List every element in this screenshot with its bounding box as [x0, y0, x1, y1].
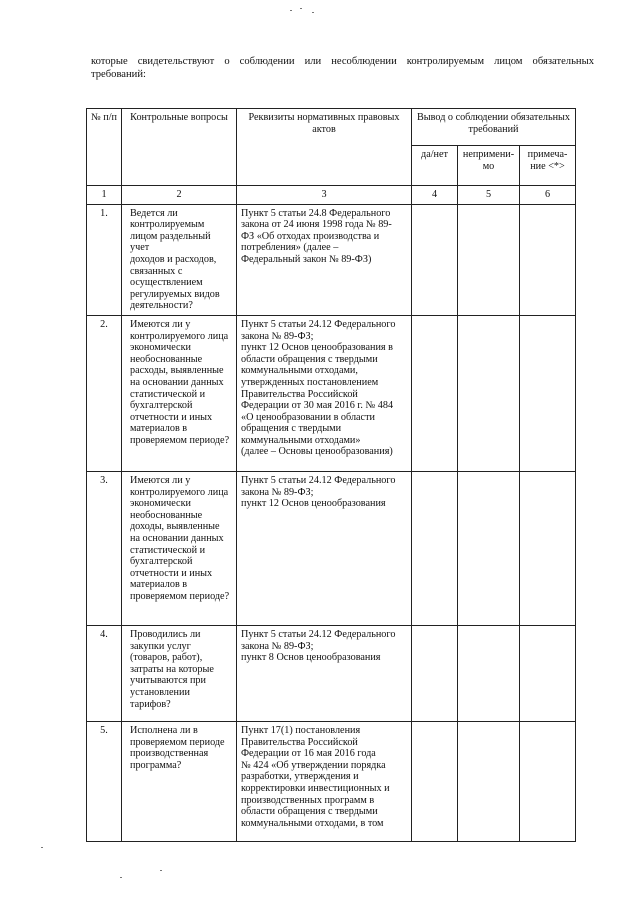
row-requisites: Пункт 5 статьи 24.12 Федерального закона № 89-ФЗ; пункт 8 Основ ценообразования: [237, 625, 412, 721]
row-number: 4.: [87, 625, 122, 721]
cell-note[interactable]: [520, 315, 576, 471]
table-row: [87, 625, 576, 721]
header-requisites: Реквизиты нормативных правовых актов: [237, 109, 412, 186]
cell-yes-no[interactable]: [412, 721, 458, 841]
cell-not-applicable[interactable]: [458, 471, 520, 625]
scan-speck: [300, 8, 302, 9]
cell-yes-no[interactable]: [412, 625, 458, 721]
scan-speck: [312, 12, 314, 13]
scan-speck: [41, 847, 43, 848]
table-row: [87, 204, 576, 315]
scan-speck: [120, 877, 122, 878]
row-number: 3.: [87, 471, 122, 625]
column-number: 3: [237, 186, 412, 205]
cell-yes-no[interactable]: [412, 204, 458, 315]
cell-not-applicable[interactable]: [458, 625, 520, 721]
column-number: 6: [520, 186, 576, 205]
header-question: Контрольные вопросы: [122, 109, 237, 186]
cell-not-applicable[interactable]: [458, 204, 520, 315]
header-not-applicable: непримени- мо: [458, 146, 520, 186]
row-question: Исполнена ли в проверяемом периоде производственная программа?: [122, 721, 237, 841]
checklist-table: [86, 108, 576, 842]
row-requisites: Пункт 5 статьи 24.8 Федерального закона от 24 июня 1998 года № 89- ФЗ «Об отходах производства и потребления» (далее – Федеральный закон № 89-ФЗ): [237, 204, 412, 315]
header-conclusion: Вывод о соблюдении обязательных требований: [412, 109, 576, 146]
column-number: 5: [458, 186, 520, 205]
cell-yes-no[interactable]: [412, 315, 458, 471]
cell-note[interactable]: [520, 721, 576, 841]
column-number: 4: [412, 186, 458, 205]
row-requisites: Пункт 5 статьи 24.12 Федерального закона № 89-ФЗ; пункт 12 Основ ценообразования: [237, 471, 412, 625]
scan-speck: [290, 10, 292, 11]
header-yes-no: да/нет: [412, 146, 458, 186]
intro-line-2: требований:: [91, 69, 146, 80]
table-row: [87, 471, 576, 625]
cell-note[interactable]: [520, 625, 576, 721]
column-number: 2: [122, 186, 237, 205]
column-number-row: [87, 186, 576, 205]
row-number: 1.: [87, 204, 122, 315]
row-requisites: Пункт 17(1) постановления Правительства Российской Федерации от 16 мая 2016 года № 424 «Об утверждении порядка разработки, утверждения и корректировки инвестиционных и производственных программ в области обращения с твердыми коммунальными отходами, в том: [237, 721, 412, 841]
header-note: примеча- ние <*>: [520, 146, 576, 186]
row-question: Имеются ли у контролируемого лица экономически необоснованные доходы, выявленные на основании данных статистической и бухгалтерской отчетности и иных материалов в проверяемом периоде?: [122, 471, 237, 625]
cell-not-applicable[interactable]: [458, 721, 520, 841]
row-question: Проводились ли закупки услуг (товаров, работ), затраты на которые учитываются при установлении тарифов?: [122, 625, 237, 721]
cell-yes-no[interactable]: [412, 471, 458, 625]
row-question: Ведется ли контролируемым лицом раздельный учет доходов и расходов, связанных с осуществлением регулируемых видов деятельности?: [122, 204, 237, 315]
row-number: 2.: [87, 315, 122, 471]
cell-not-applicable[interactable]: [458, 315, 520, 471]
row-number: 5.: [87, 721, 122, 841]
intro-paragraph: [91, 55, 594, 81]
table-row: [87, 315, 576, 471]
column-number: 1: [87, 186, 122, 205]
cell-note[interactable]: [520, 471, 576, 625]
header-num: № п/п: [87, 109, 122, 186]
scan-speck: [160, 870, 162, 871]
row-requisites: Пункт 5 статьи 24.12 Федерального закона № 89-ФЗ; пункт 12 Основ ценообразования в области обращения с твердыми коммунальными отходами, утвержденных постановлением Правительства Российской Федерации от 30 мая 2016 г. № 484 «О ценообразовании в области обращения с твердыми коммунальными отходами» (далее – Основы ценообразования): [237, 315, 412, 471]
intro-line-1: которые свидетельствуют о соблюдении или несоблюдении контролируемым лицом обязательных: [91, 56, 594, 67]
table-row: [87, 721, 576, 841]
cell-note[interactable]: [520, 204, 576, 315]
row-question: Имеются ли у контролируемого лица экономически необоснованные расходы, выявленные на основании данных статистической и бухгалтерской отчетности и иных материалов в проверяемом периоде?: [122, 315, 237, 471]
